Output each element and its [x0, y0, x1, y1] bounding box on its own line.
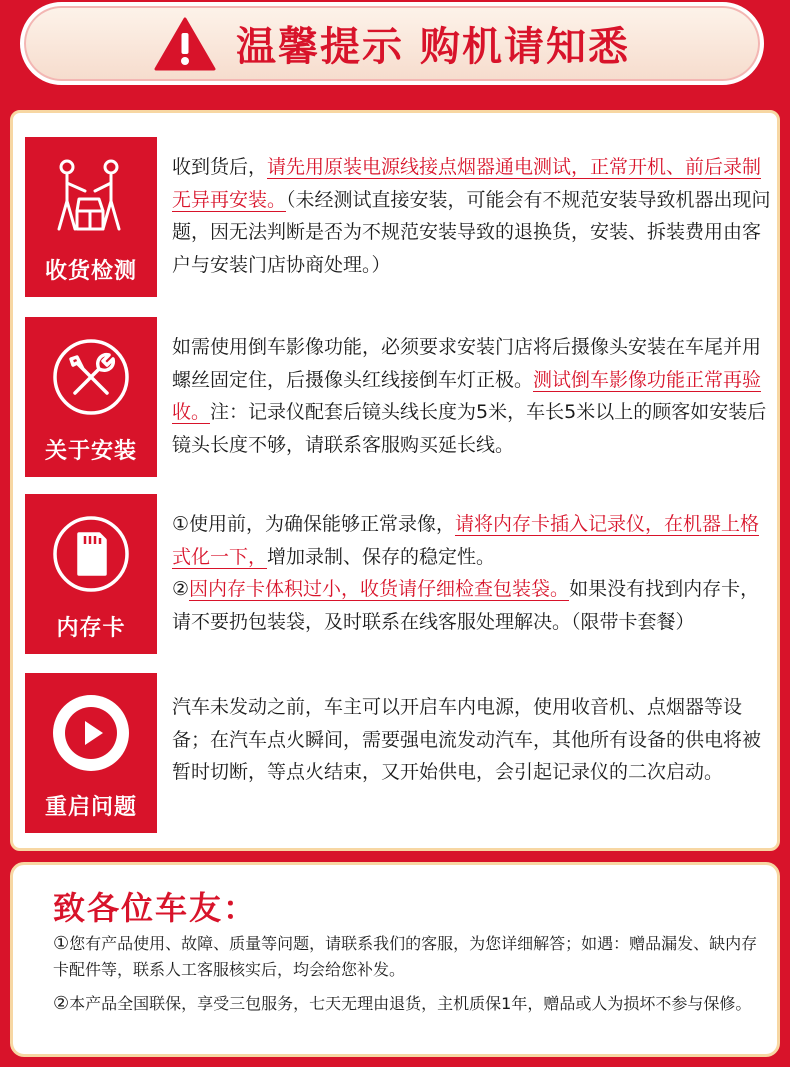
highlight-text: 测试倒车影像功能正常再验收。: [172, 368, 762, 423]
warning-icon: [154, 17, 216, 71]
highlight-text: 因内存卡体积过小，收货请仔细检查包装袋。: [189, 578, 570, 600]
tip-label: 重启问题: [44, 795, 137, 820]
tip-badge: [25, 317, 157, 477]
tip-body: [172, 151, 772, 281]
tools-icon: [49, 335, 133, 419]
body-text: 如需使用倒车影像功能，必须要求安装门店将后摄像头安装在车尾并用螺丝固定住，后摄像头红线接倒车灯正极。: [172, 336, 762, 391]
body-text: ①使用前，为确保能够正常录像，: [172, 513, 456, 535]
tips-panel: [10, 110, 780, 851]
page-title: 温馨提示 购机请知悉: [236, 24, 630, 70]
body-text: （未经测试直接安装，可能会有不规范安装导致机器出现问题，因无法判断是否为不规范安装导致的退换货，安装、拆装费用由客户与安装门店协商处理。）: [172, 188, 771, 276]
play-icon: [49, 691, 133, 775]
tip-body: [172, 691, 772, 789]
tip-badge: [25, 673, 157, 833]
body-text: 如果没有找到内存卡，请不要扔包装袋，及时联系在线客服处理解决。（限带卡套餐）: [172, 578, 760, 633]
tip-label: 内存卡: [56, 616, 126, 641]
sd-card-icon: [49, 512, 133, 596]
highlight-text: 请将内存卡插入记录仪，在机器上格式化一下，: [172, 513, 760, 568]
body-text: 汽车未发动之前，车主可以开启车内电源，使用收音机、点烟器等设备；在汽车点火瞬间，需要强电流发动汽车，其他所有设备的供电将被暂时切断，等点火结束，又开始供电，会引起记录仪的二次启动。: [172, 696, 762, 783]
notice-paragraph-1: ①您有产品使用、故障、质量等问题，请联系我们的客服，为您详细解答；如遇：赠品漏发、缺内存卡配件等，联系人工客服核实后，均会给您补发。: [53, 933, 758, 979]
body-text: ②: [172, 578, 190, 600]
delivery-icon: [49, 155, 133, 239]
highlight-text: 请先用原装电源线接点烟器通电测试，正常开机、前后录制无异再安装。: [172, 156, 762, 211]
body-text: 注：记录仪配套后镜头线长度为5米，车长5米以上的顾客如安装后镜头长度不够，请联系客服购买延长线。: [172, 401, 767, 456]
body-text: 增加录制、保存的稳定性。: [267, 545, 496, 568]
tip-label: 收货检测: [44, 259, 137, 284]
body-text: 收到货后，: [172, 156, 268, 178]
tip-badge: [25, 494, 157, 654]
tip-badge: [25, 137, 157, 297]
tip-label: 关于安装: [44, 439, 137, 464]
notice-title: 致各位车友：: [53, 889, 258, 927]
notice-paragraph-2: ②本产品全国联保，享受三包服务，七天无理由退货，主机质保1年，赠品或人为损坏不参与保修。: [53, 993, 752, 1014]
title-banner: [20, 2, 764, 85]
tip-body: [172, 331, 772, 461]
notice-panel: [10, 862, 780, 1057]
tip-body: [172, 508, 772, 638]
